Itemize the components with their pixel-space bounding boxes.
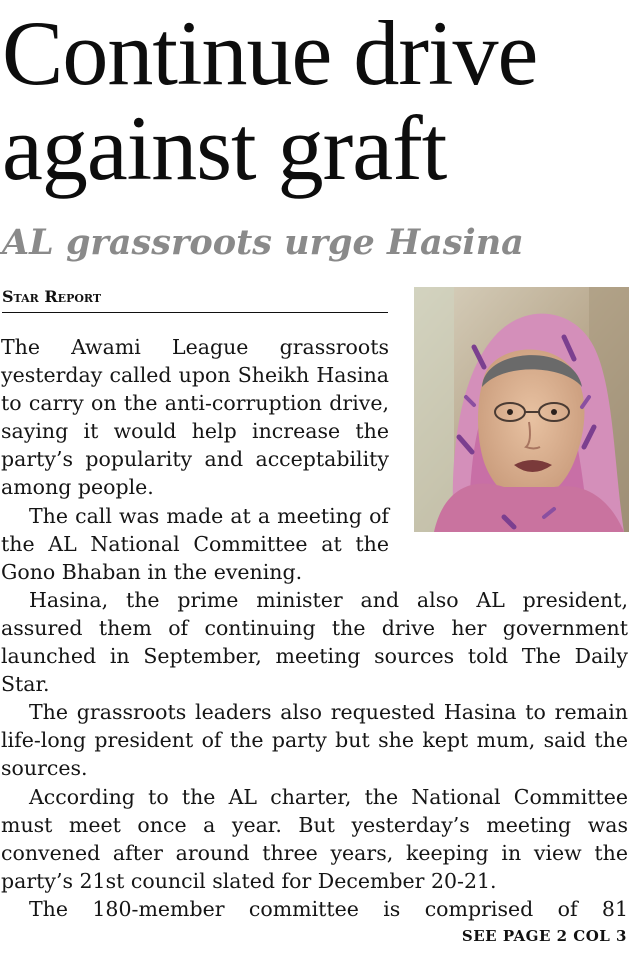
byline: Star Report	[2, 286, 388, 313]
article-body	[1, 333, 628, 923]
subhead: AL grassroots urge Hasina	[2, 222, 524, 263]
continuation-jump-line: SEE PAGE 2 COL 3	[461, 927, 627, 945]
paragraph-2: The call was made at a meeting of the AL National Committee at the Gono Bhaban in the evening.	[1, 503, 389, 584]
paragraph-1: The Awami League grassroots yesterday called upon Sheikh Hasina to carry on the anti-corruption drive, saying it would help increase the party’s popularity and acceptability among people.	[1, 335, 389, 500]
paragraph-5: According to the AL charter, the National Committee must meet once a year. But yesterday’s meeting was convened after around three years, keeping in view the party’s 21st council slated for December 20-21.	[1, 784, 628, 893]
paragraph-6: The 180-member committee is comprised of 81	[29, 896, 628, 921]
headline: Continue drive against graft	[2, 2, 538, 199]
paragraph-4: The grassroots leaders also requested Hasina to remain life-long president of the party but she kept mum, said the sources.	[1, 700, 628, 781]
paragraph-3: Hasina, the prime minister and also AL president, assured them of continuing the drive her government launched in September, meeting sources told The Daily Star.	[1, 587, 628, 697]
